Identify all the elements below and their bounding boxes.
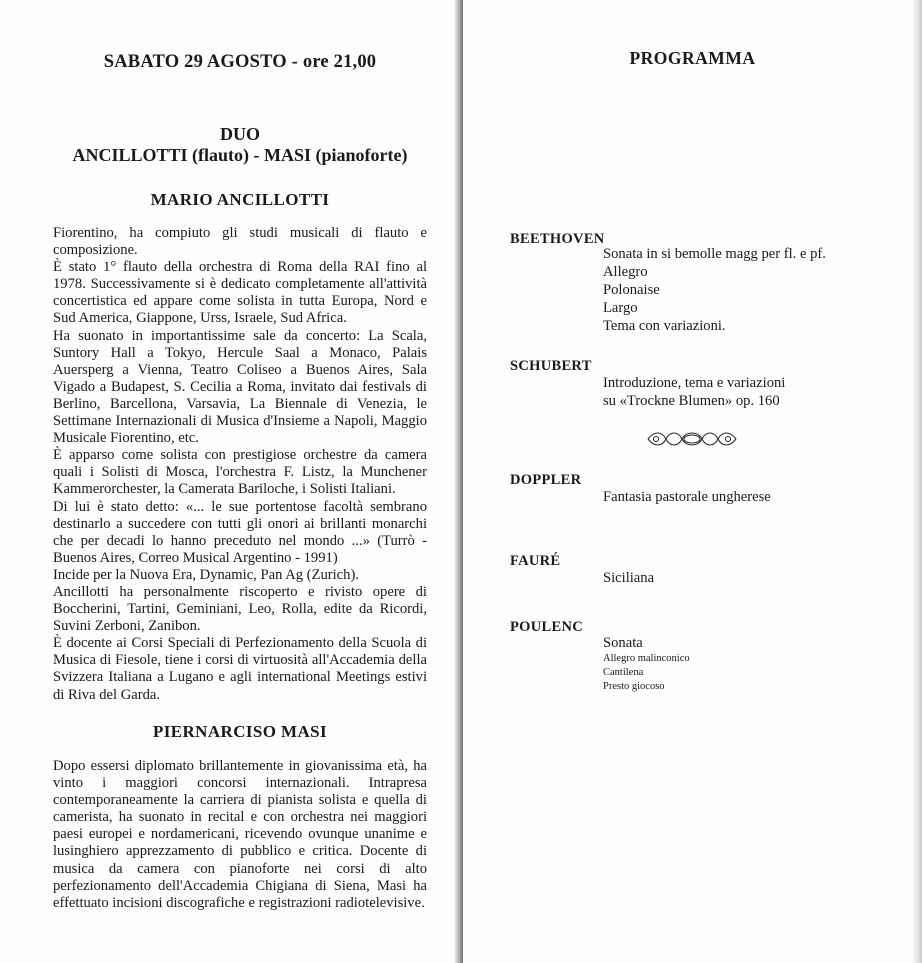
- movement-title: Tema con variazioni.: [603, 318, 726, 334]
- concert-date: SABATO 29 AGOSTO - ore 21,00: [103, 52, 377, 72]
- movement-title: Cantilena: [603, 667, 644, 678]
- bio-masi: [53, 758, 427, 912]
- movement-title: Presto giocoso: [603, 681, 665, 692]
- bio-ancillotti: [53, 225, 427, 704]
- work-title: Siciliana: [603, 570, 655, 586]
- flourish-ornament-icon: [646, 428, 738, 450]
- work-list: [603, 374, 785, 410]
- page-edge-shadow: [912, 0, 922, 963]
- bio-paragraph: È apparso come solista con prestigiose orchestre da camera quali i Solisti di Mosca, l'orchestra F. Listz, la Munchener Kammerorchester, la Camerata Bariloche, i Solisti Italiani.: [53, 447, 427, 498]
- composer-name: SCHUBERT: [510, 358, 592, 374]
- work-list: [603, 245, 826, 335]
- work-list: [603, 634, 690, 694]
- program-title: PROGRAMMA: [629, 48, 756, 68]
- movement-title: Largo: [603, 300, 638, 316]
- work-title: Sonata: [603, 635, 643, 651]
- movement-title: Allegro malinconico: [603, 653, 690, 664]
- movement-title: Polonaise: [603, 282, 660, 298]
- bio-heading-masi: PIERNARCISO MASI: [152, 722, 328, 741]
- work-title: Introduzione, tema e variazioni: [603, 375, 786, 391]
- composer-name: POULENC: [510, 619, 583, 635]
- bio-paragraph: È stato 1° flauto della orchestra di Roma della RAI fino al 1978. Successivamente si è dedicato completamente all'attività concertistica ed appare come solista in tutta Europa, Nord e Sud America, Giappone, Urss, Israele, Sud Africa.: [53, 259, 427, 327]
- ensemble-heading: [40, 124, 440, 166]
- bio-paragraph: Dopo essersi diplomato brillantemente in giovanissima età, ha vinto i maggiori concorsi internazionali. Intrapresa contemporaneamente la carriera di pianista solista e quella di camerista, ha suonato in recital e con orchestra nei maggiori paesi europei e nordamericani, ricevendo ovunque unanime e lusinghiero apprezzamento di pubblico e critica. Docente di musica da camera con pianoforte nei corsi di alto perfezionamento dell'Accademia Chigiana di Siena, Masi ha effettuato incisioni discografiche e registrazioni radiotelevisive.: [53, 758, 427, 911]
- work-title: Fantasia pastorale ungherese: [603, 489, 771, 505]
- work-title: Sonata in si bemolle magg per fl. e pf.: [603, 246, 826, 262]
- composer-name: FAURÉ: [510, 553, 561, 569]
- ensemble-title: DUO: [220, 124, 260, 144]
- bio-paragraph: Di lui è stato detto: «... le sue portentose facoltà sembrano destinarlo a succedere con tutti gli onori ai brillanti monarchi che per decadi lo hanno preceduto nel mondo ...» (Turrò - Buenos Aires, Correo Musical Argentino - 1991): [53, 498, 427, 566]
- bio-paragraph: Incide per la Nuova Era, Dynamic, Pan Ag (Zurich).: [53, 566, 359, 583]
- bio-paragraph: Ha suonato in importantissime sale da concerto: La Scala, Suntory Hall a Tokyo, Hercule Saal a Monaco, Palais Auersperg a Vienna, Teatro Coliseo a Buenos Aires, Sala Vigado a Budapest, S. Cecilia a Roma, invitato dai festivals di Berlino, Barcellona, Varsavia, La Biennale di Venezia, le Settimane Internazionali di Musica d'Insieme a Napoli, Maggio Musicale Fiorentino, etc.: [53, 327, 427, 447]
- work-list: [603, 569, 654, 587]
- bio-paragraph: Ancillotti ha personalmente riscoperto e rivisto opere di Boccherini, Tartini, Geminiani, Leo, Rolla, edite da Ricordi, Suvini Zerboni, Zanibon.: [53, 583, 427, 635]
- work-title: su «Trockne Blumen» op. 160: [603, 393, 780, 409]
- composer-name: BEETHOVEN: [510, 231, 605, 247]
- page-fold: [455, 0, 463, 963]
- bio-paragraph: Fiorentino, ha compiuto gli studi musicali di flauto e composizione.: [53, 225, 427, 259]
- bio-heading-ancillotti: MARIO ANCILLOTTI: [150, 190, 330, 209]
- movement-title: Allegro: [603, 264, 648, 280]
- bio-paragraph: È docente ai Corsi Speciali di Perfezionamento della Scuola di Musica di Fiesole, tiene i corsi di virtuosità all'Accademia della Svizzera Italiana a Lugano e agli international Meetings estivi di Riva del Garda.: [53, 635, 427, 703]
- work-list: [603, 488, 771, 506]
- ensemble-subtitle: ANCILLOTTI (flauto) - MASI (pianoforte): [72, 145, 408, 165]
- composer-name: DOPPLER: [510, 472, 582, 488]
